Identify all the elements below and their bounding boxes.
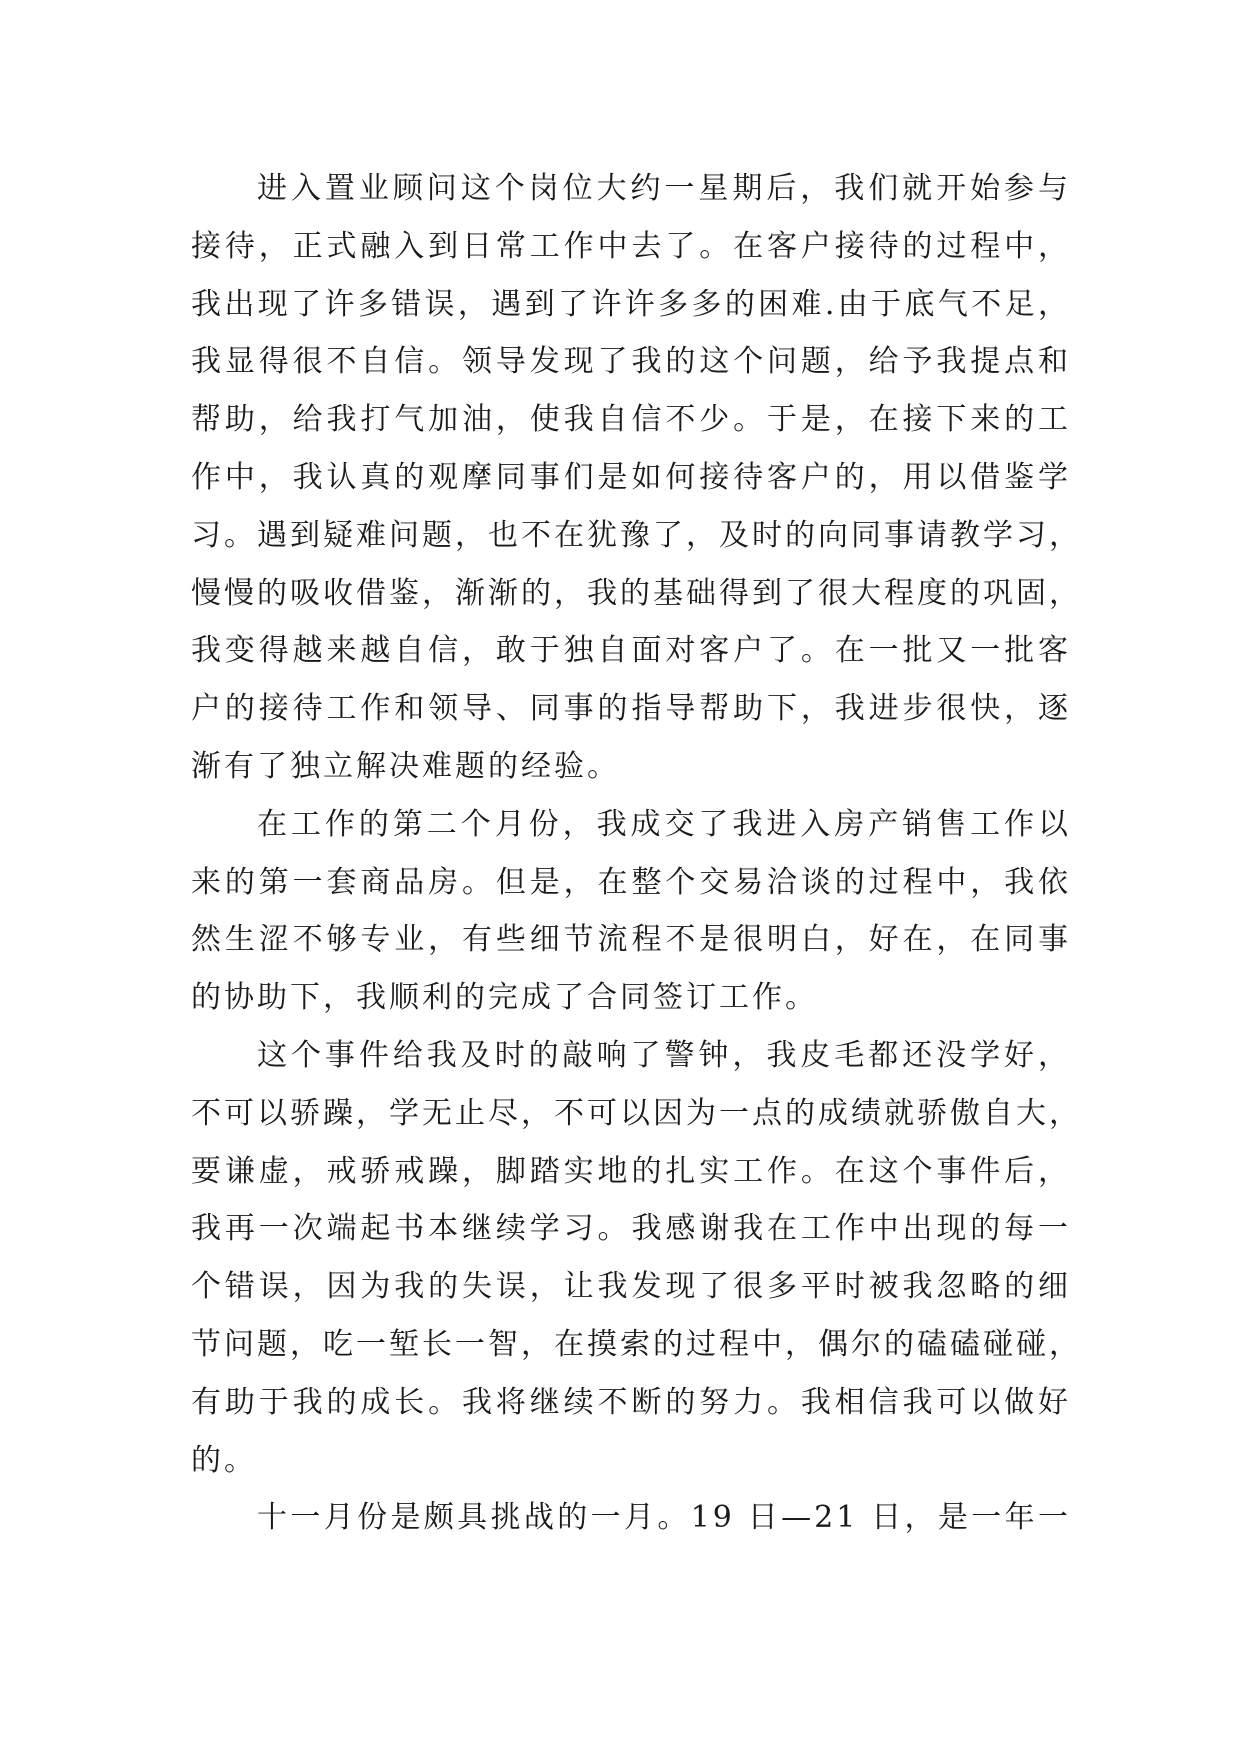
- text-line: 户的接待工作和领导、同事的指导帮助下，我进步很快，逐: [191, 691, 1071, 727]
- text-line: 渐有了独立解决难题的经验。: [191, 748, 620, 784]
- paragraph-4: [191, 1489, 1071, 1547]
- text-line: 作中，我认真的观摩同事们是如何接待客户的，用以借鉴学: [191, 459, 1071, 495]
- text-line: 我变得越来越自信，敢于独自面对客户了。在一批又一批客: [191, 633, 1071, 669]
- text-line: 有助于我的成长。我将继续不断的努力。我相信我可以做好: [191, 1384, 1071, 1420]
- text-line: 要谦虚，戒骄戒躁，脚踏实地的扎实工作。在这个事件后，: [191, 1153, 1071, 1189]
- body-text: [191, 160, 1082, 1547]
- text-line: 的协助下，我顺利的完成了合同签订工作。: [191, 980, 818, 1016]
- text-line: 个错误，因为我的失误，让我发现了很多平时被我忽略的细: [191, 1269, 1071, 1305]
- text-line: 我出现了许多错误，遇到了许许多多的困难.由于底气不足，: [191, 286, 1071, 322]
- text-line: 十一月份是颇具挑战的一月。19 日—21 日，是一年一: [257, 1500, 1071, 1536]
- text-line: 我再一次端起书本继续学习。我感谢我在工作中出现的每一: [191, 1211, 1071, 1247]
- text-line: 我显得很不自信。领导发现了我的这个问题，给予我提点和: [191, 344, 1071, 380]
- text-line: 习。遇到疑难问题，也不在犹豫了，及时的向同事请教学习，: [191, 517, 1082, 553]
- text-line: 在工作的第二个月份，我成交了我进入房产销售工作以: [257, 806, 1071, 842]
- paragraph-2: [191, 796, 1071, 1027]
- text-line: 慢慢的吸收借鉴，渐渐的，我的基础得到了很大程度的巩固，: [191, 575, 1082, 611]
- text-line: 这个事件给我及时的敲响了警钟，我皮毛都还没学好，: [257, 1037, 1071, 1073]
- text-line: 来的第一套商品房。但是，在整个交易洽谈的过程中，我依: [191, 864, 1071, 900]
- text-line: 节问题，吃一堑长一智，在摸索的过程中，偶尔的磕磕碰碰，: [191, 1326, 1082, 1362]
- paragraph-3: [191, 1027, 1082, 1489]
- text-line: 不可以骄躁，学无止尽，不可以因为一点的成绩就骄傲自大，: [191, 1095, 1082, 1131]
- text-line: 的。: [191, 1442, 257, 1478]
- text-line: 帮助，给我打气加油，使我自信不少。于是，在接下来的工: [191, 402, 1071, 438]
- text-line: 进入置业顾问这个岗位大约一星期后，我们就开始参与: [257, 171, 1071, 206]
- text-line: 接待，正式融入到日常工作中去了。在客户接待的过程中，: [191, 228, 1071, 264]
- text-line: 然生涩不够专业，有些细节流程不是很明白，好在，在同事: [191, 922, 1071, 958]
- paragraph-1: [191, 160, 1082, 796]
